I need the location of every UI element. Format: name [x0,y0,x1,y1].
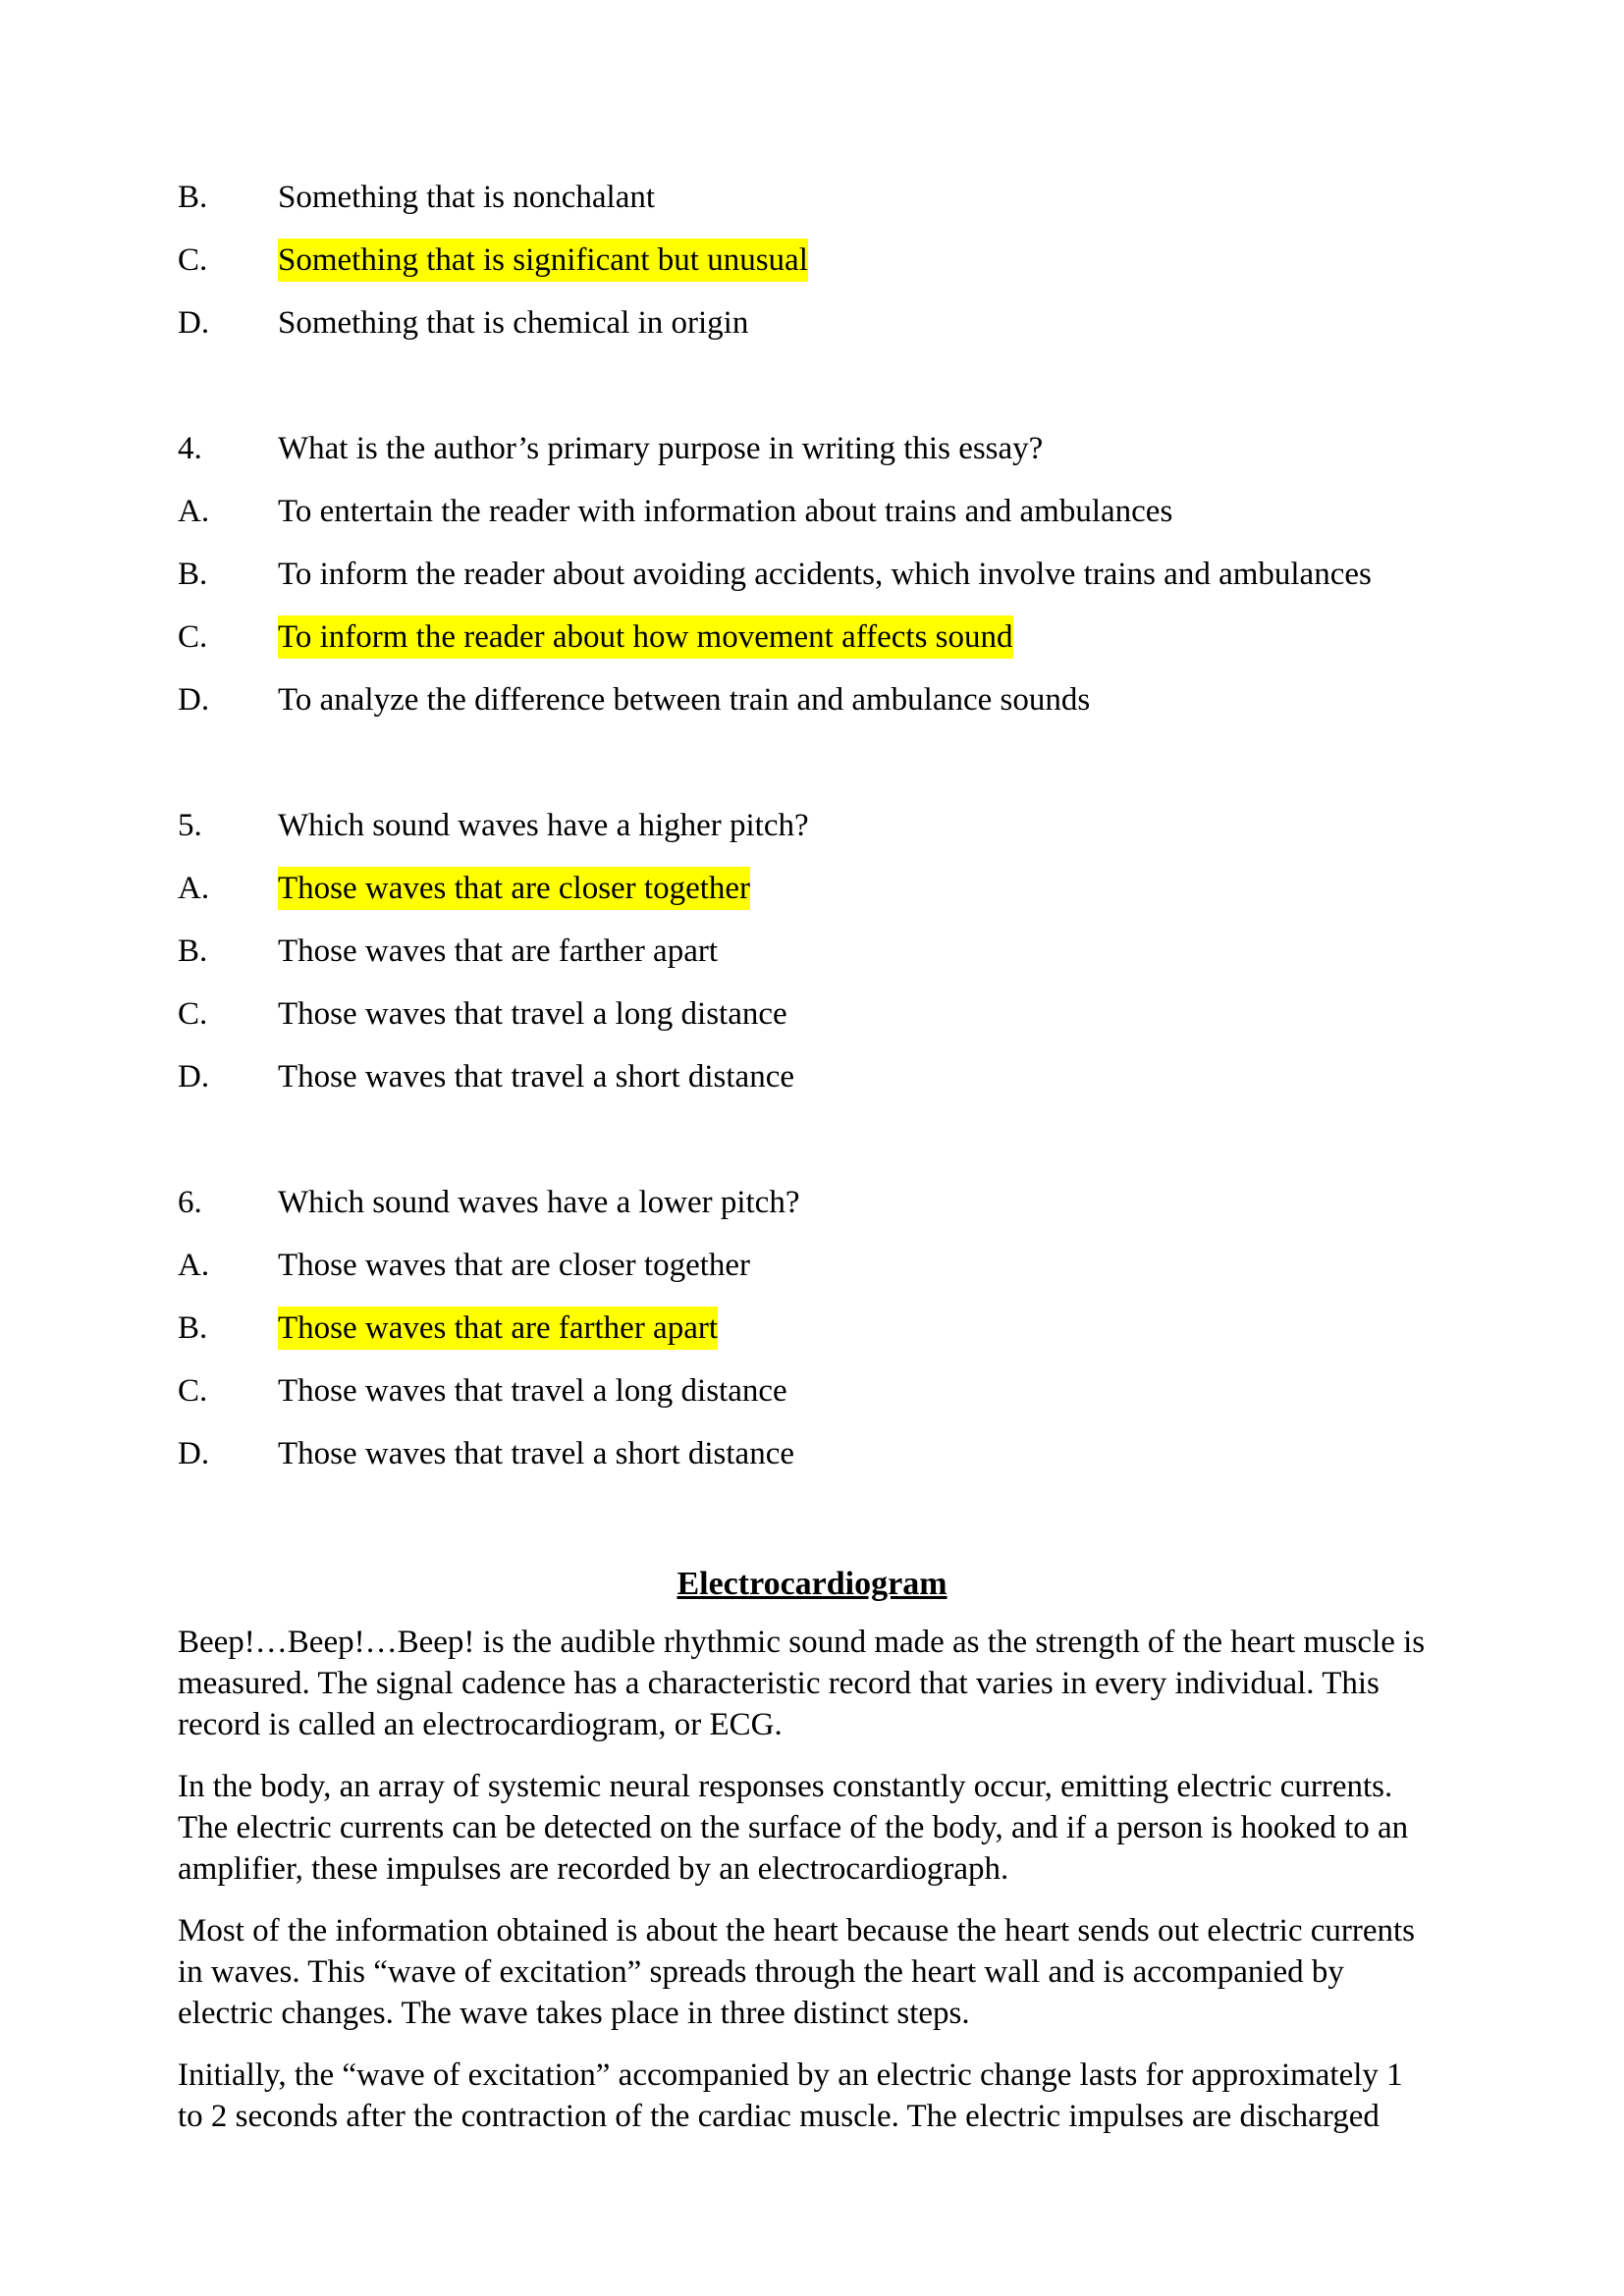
option-label: D. [178,1059,210,1095]
question-row [0,427,1624,470]
option-label: C. [178,619,208,655]
option-row [0,867,1624,910]
question-row [0,804,1624,847]
option-label: D. [178,682,210,718]
option-row [0,239,1624,282]
question-number: 5. [178,808,202,843]
option-text-highlighted: Those waves that are farther apart [278,1307,718,1350]
option-label: B. [178,557,208,592]
paragraph-line: The electric currents can be detected on the surface of the body, and if a person is hooked to an [178,1810,1409,1845]
option-row [0,1307,1624,1350]
option-row [0,490,1624,533]
option-label: C. [178,1373,208,1409]
option-row [0,930,1624,973]
option-text-highlighted: Those waves that are closer together [278,867,750,910]
option-text: To analyze the difference between train and ambulance sounds [278,682,1091,718]
option-row [0,1432,1624,1475]
option-row [0,301,1624,345]
paragraph-line: electric changes. The wave takes place in three distinct steps. [178,1996,970,2031]
option-text: Those waves that travel a long distance [278,996,787,1032]
option-label: B. [178,180,208,215]
option-text-highlighted: To inform the reader about how movement affects sound [278,615,1013,659]
paragraph-line: Initially, the “wave of excitation” accompanied by an electric change lasts for approximately 1 [178,2057,1403,2093]
option-text-highlighted: Something that is significant but unusual [278,239,808,282]
option-label: B. [178,1310,208,1346]
option-text: Those waves that are closer together [278,1248,751,1283]
option-label: B. [178,934,208,969]
question-number: 4. [178,431,202,466]
option-label: D. [178,1436,210,1471]
option-row [0,678,1624,721]
article-paragraph [178,1622,1454,1745]
question-number: 6. [178,1185,202,1220]
option-row [0,615,1624,659]
option-label: A. [178,494,210,529]
option-row [0,1055,1624,1098]
option-row [0,176,1624,219]
question-prompt: Which sound waves have a lower pitch? [278,1185,800,1220]
option-text: Something that is nonchalant [278,180,656,215]
paragraph-line: amplifier, these impulses are recorded by an electrocardiograph. [178,1851,1009,1887]
option-text: Something that is chemical in origin [278,305,749,341]
paragraph-line: to 2 seconds after the contraction of the cardiac muscle. The electric impulses are discharged [178,2099,1380,2134]
paragraph-line: measured. The signal cadence has a characteristic record that varies in every individual. This [178,1666,1380,1701]
option-label: C. [178,996,208,1032]
option-label: A. [178,871,210,906]
option-text: To entertain the reader with information about trains and ambulances [278,494,1173,529]
option-text: Those waves that are farther apart [278,934,719,969]
article-paragraph [178,1766,1454,1890]
option-row [0,553,1624,596]
paragraph-line: Beep!…Beep!…Beep! is the audible rhythmic sound made as the strength of the heart muscle is [178,1625,1426,1660]
paragraph-line: record is called an electrocardiogram, or ECG. [178,1707,783,1742]
article-title: Electrocardiogram [677,1566,947,1602]
option-text: Those waves that travel a long distance [278,1373,787,1409]
paragraph-line: In the body, an array of systemic neural responses constantly occur, emitting electric currents. [178,1769,1393,1804]
option-row [0,992,1624,1036]
question-prompt: What is the author’s primary purpose in writing this essay? [278,431,1044,466]
option-row [0,1369,1624,1413]
option-label: D. [178,305,210,341]
article-paragraph [178,1910,1454,2034]
option-text: To inform the reader about avoiding accidents, which involve trains and ambulances [278,557,1372,592]
option-row [0,1244,1624,1287]
option-label: C. [178,242,208,278]
option-text: Those waves that travel a short distance [278,1436,794,1471]
option-text: Those waves that travel a short distance [278,1059,794,1095]
option-label: A. [178,1248,210,1283]
question-prompt: Which sound waves have a higher pitch? [278,808,809,843]
question-row [0,1181,1624,1224]
article-paragraph [178,2055,1454,2137]
paragraph-line: Most of the information obtained is about the heart because the heart sends out electric currents [178,1913,1415,1949]
paragraph-line: in waves. This “wave of excitation” spreads through the heart wall and is accompanied by [178,1954,1344,1990]
